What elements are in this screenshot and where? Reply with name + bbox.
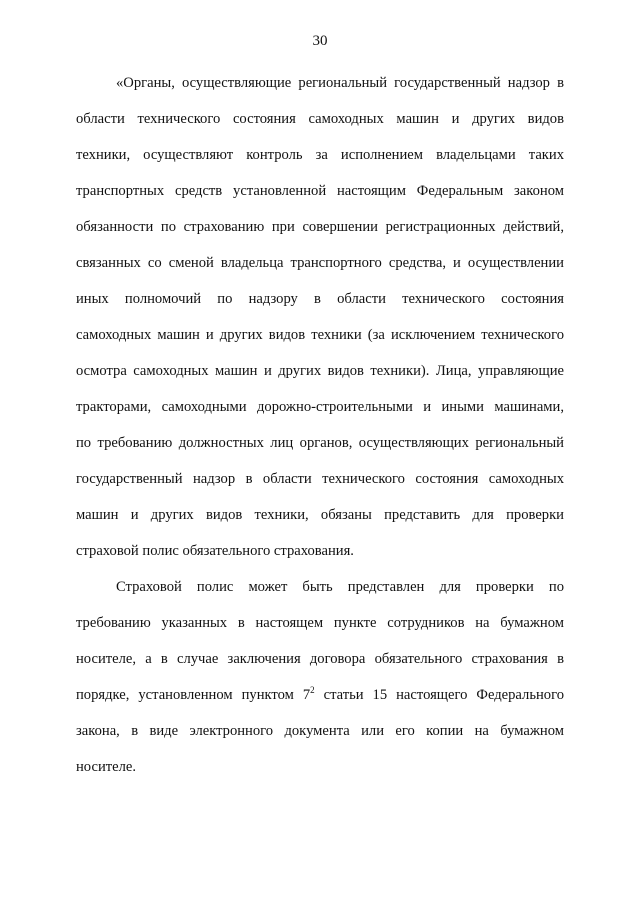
- paragraph-1-line: самоходных машин и других видов техники (за исключением технического: [76, 327, 564, 343]
- paragraph-2: [76, 569, 564, 785]
- paragraph-1-line: «Органы, осуществляющие региональный государственный надзор в: [116, 75, 564, 91]
- paragraph-2-line: требованию указанных в настоящем пункте сотрудников на бумажном: [76, 615, 564, 631]
- paragraph-2-line: закона, в виде электронного документа или его копии на бумажном: [76, 723, 564, 739]
- paragraph-1-line: транспортных средств установленной настоящим Федеральным законом: [76, 183, 564, 199]
- paragraph-1-line: области технического состояния самоходных машин и других видов: [76, 111, 564, 127]
- paragraph-1-line: связанных со сменой владельца транспортного средства, и осуществлении: [76, 255, 564, 271]
- paragraph-1-line: техники, осуществляют контроль за исполнением владельцами таких: [76, 147, 564, 163]
- paragraph-2-line: носителе, а в случае заключения договора обязательного страхования в: [76, 651, 564, 667]
- paragraph-1-line: тракторами, самоходными дорожно-строительными и иными машинами,: [76, 399, 564, 415]
- paragraph-1: [76, 65, 564, 569]
- paragraph-1-line: страховой полис обязательного страхования.: [76, 543, 354, 559]
- paragraph-2-line-4-start: порядке, установленном пунктом 7: [76, 687, 311, 703]
- paragraph-1-line: обязанности по страхованию при совершении регистрационных действий,: [76, 219, 564, 235]
- paragraph-2-line-4-end: статьи 15 настоящего Федерального: [314, 687, 564, 703]
- paragraph-1-line: государственный надзор в области технического состояния самоходных: [76, 471, 564, 487]
- paragraph-2-line-with-superscript: [76, 677, 564, 713]
- paragraph-1-line: осмотра самоходных машин и других видов техники). Лица, управляющие: [76, 363, 564, 379]
- paragraph-2-line: Страховой полис может быть представлен для проверки по: [116, 579, 564, 595]
- page-number: 30: [312, 33, 328, 49]
- superscript: 2: [310, 685, 315, 696]
- paragraph-1-line: иных полномочий по надзору в области технического состояния: [76, 291, 564, 307]
- paragraph-1-line: машин и других видов техники, обязаны представить для проверки: [76, 507, 564, 523]
- paragraph-2-line: носителе.: [76, 759, 137, 775]
- paragraph-1-line: по требованию должностных лиц органов, осуществляющих региональный: [76, 435, 564, 451]
